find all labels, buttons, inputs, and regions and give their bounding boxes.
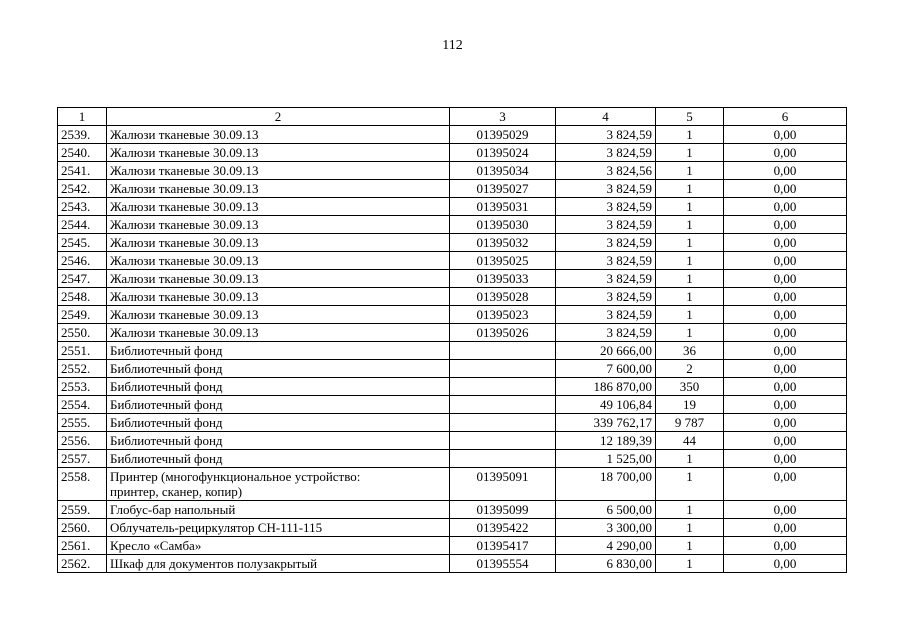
table-row <box>58 342 847 360</box>
item-name-cell: Жалюзи тканевые 30.09.13 <box>107 180 450 198</box>
amount-cell: 3 824,59 <box>556 252 656 270</box>
item-name-cell: Глобус-бар напольный <box>107 501 450 519</box>
quantity-cell: 1 <box>656 450 724 468</box>
inventory-code-cell: 01395554 <box>450 555 556 573</box>
item-name-cell: Жалюзи тканевые 30.09.13 <box>107 306 450 324</box>
quantity-cell: 1 <box>656 216 724 234</box>
row-number-cell: 2543. <box>58 198 107 216</box>
item-name-cell: Библиотечный фонд <box>107 414 450 432</box>
amount-cell: 6 830,00 <box>556 555 656 573</box>
residual-value-cell: 0,00 <box>724 270 847 288</box>
amount-cell: 3 824,59 <box>556 306 656 324</box>
row-number-cell: 2542. <box>58 180 107 198</box>
quantity-cell: 1 <box>656 537 724 555</box>
residual-value-cell: 0,00 <box>724 234 847 252</box>
header-cell: 2 <box>107 108 450 126</box>
amount-cell: 3 824,59 <box>556 198 656 216</box>
row-number-cell: 2556. <box>58 432 107 450</box>
residual-value-cell: 0,00 <box>724 360 847 378</box>
amount-cell: 3 824,59 <box>556 180 656 198</box>
header-cell: 3 <box>450 108 556 126</box>
item-name-cell: Принтер (многофункциональное устройство: принтер, сканер, копир) <box>107 468 450 501</box>
row-number-cell: 2544. <box>58 216 107 234</box>
table-row <box>58 468 847 501</box>
quantity-cell: 19 <box>656 396 724 414</box>
item-name-cell: Библиотечный фонд <box>107 360 450 378</box>
inventory-code-cell: 01395026 <box>450 324 556 342</box>
amount-cell: 3 824,59 <box>556 288 656 306</box>
amount-cell: 7 600,00 <box>556 360 656 378</box>
quantity-cell: 1 <box>656 234 724 252</box>
row-number-cell: 2561. <box>58 537 107 555</box>
amount-cell: 3 824,59 <box>556 144 656 162</box>
inventory-code-cell <box>450 360 556 378</box>
residual-value-cell: 0,00 <box>724 144 847 162</box>
table-row <box>58 324 847 342</box>
quantity-cell: 1 <box>656 252 724 270</box>
quantity-cell: 350 <box>656 378 724 396</box>
inventory-code-cell: 01395025 <box>450 252 556 270</box>
residual-value-cell: 0,00 <box>724 198 847 216</box>
row-number-cell: 2554. <box>58 396 107 414</box>
inventory-code-cell: 01395417 <box>450 537 556 555</box>
amount-cell: 6 500,00 <box>556 501 656 519</box>
row-number-cell: 2550. <box>58 324 107 342</box>
table-row <box>58 198 847 216</box>
row-number-cell: 2558. <box>58 468 107 501</box>
quantity-cell: 1 <box>656 198 724 216</box>
residual-value-cell: 0,00 <box>724 324 847 342</box>
quantity-cell: 1 <box>656 501 724 519</box>
amount-cell: 1 525,00 <box>556 450 656 468</box>
table-row <box>58 234 847 252</box>
header-cell: 1 <box>58 108 107 126</box>
item-name-cell: Жалюзи тканевые 30.09.13 <box>107 216 450 234</box>
quantity-cell: 1 <box>656 126 724 144</box>
table-row <box>58 432 847 450</box>
quantity-cell: 1 <box>656 324 724 342</box>
residual-value-cell: 0,00 <box>724 501 847 519</box>
amount-cell: 3 824,59 <box>556 270 656 288</box>
inventory-code-cell: 01395029 <box>450 126 556 144</box>
inventory-code-cell <box>450 414 556 432</box>
table-row <box>58 360 847 378</box>
table-row <box>58 537 847 555</box>
quantity-cell: 1 <box>656 306 724 324</box>
inventory-code-cell: 01395030 <box>450 216 556 234</box>
residual-value-cell: 0,00 <box>724 378 847 396</box>
quantity-cell: 1 <box>656 180 724 198</box>
item-name-cell: Библиотечный фонд <box>107 378 450 396</box>
item-name-cell: Библиотечный фонд <box>107 432 450 450</box>
amount-cell: 339 762,17 <box>556 414 656 432</box>
table-row <box>58 378 847 396</box>
quantity-cell: 1 <box>656 162 724 180</box>
item-name-cell: Жалюзи тканевые 30.09.13 <box>107 270 450 288</box>
row-number-cell: 2545. <box>58 234 107 252</box>
quantity-cell: 36 <box>656 342 724 360</box>
quantity-cell: 9 787 <box>656 414 724 432</box>
inventory-code-cell: 01395032 <box>450 234 556 252</box>
row-number-cell: 2540. <box>58 144 107 162</box>
residual-value-cell: 0,00 <box>724 450 847 468</box>
inventory-code-cell: 01395023 <box>450 306 556 324</box>
item-name-cell: Жалюзи тканевые 30.09.13 <box>107 126 450 144</box>
row-number-cell: 2547. <box>58 270 107 288</box>
item-name-cell: Жалюзи тканевые 30.09.13 <box>107 198 450 216</box>
residual-value-cell: 0,00 <box>724 180 847 198</box>
amount-cell: 4 290,00 <box>556 537 656 555</box>
item-name-cell: Шкаф для документов полузакрытый <box>107 555 450 573</box>
residual-value-cell: 0,00 <box>724 252 847 270</box>
inventory-code-cell: 01395028 <box>450 288 556 306</box>
row-number-cell: 2549. <box>58 306 107 324</box>
residual-value-cell: 0,00 <box>724 396 847 414</box>
quantity-cell: 1 <box>656 468 724 501</box>
item-name-cell: Жалюзи тканевые 30.09.13 <box>107 234 450 252</box>
page-number: 112 <box>442 38 463 53</box>
residual-value-cell: 0,00 <box>724 468 847 501</box>
inventory-code-cell <box>450 378 556 396</box>
residual-value-cell: 0,00 <box>724 306 847 324</box>
table-row <box>58 270 847 288</box>
table-row <box>58 501 847 519</box>
inventory-code-cell <box>450 450 556 468</box>
amount-cell: 20 666,00 <box>556 342 656 360</box>
residual-value-cell: 0,00 <box>724 432 847 450</box>
header-cell: 4 <box>556 108 656 126</box>
header-cell: 6 <box>724 108 847 126</box>
inventory-code-cell <box>450 432 556 450</box>
item-name-cell: Библиотечный фонд <box>107 450 450 468</box>
residual-value-cell: 0,00 <box>724 414 847 432</box>
item-name-cell: Жалюзи тканевые 30.09.13 <box>107 144 450 162</box>
amount-cell: 49 106,84 <box>556 396 656 414</box>
inventory-code-cell: 01395034 <box>450 162 556 180</box>
table-row <box>58 252 847 270</box>
row-number-cell: 2539. <box>58 126 107 144</box>
inventory-code-cell: 01395033 <box>450 270 556 288</box>
table-row <box>58 396 847 414</box>
table-row <box>58 162 847 180</box>
item-name-cell: Жалюзи тканевые 30.09.13 <box>107 324 450 342</box>
table-row <box>58 450 847 468</box>
inventory-code-cell: 01395027 <box>450 180 556 198</box>
quantity-cell: 44 <box>656 432 724 450</box>
table-row <box>58 414 847 432</box>
residual-value-cell: 0,00 <box>724 162 847 180</box>
amount-cell: 3 824,59 <box>556 234 656 252</box>
row-number-cell: 2562. <box>58 555 107 573</box>
inventory-code-cell <box>450 396 556 414</box>
amount-cell: 186 870,00 <box>556 378 656 396</box>
inventory-code-cell: 01395024 <box>450 144 556 162</box>
row-number-cell: 2553. <box>58 378 107 396</box>
item-name-cell: Жалюзи тканевые 30.09.13 <box>107 252 450 270</box>
header-cell: 5 <box>656 108 724 126</box>
row-number-cell: 2551. <box>58 342 107 360</box>
quantity-cell: 2 <box>656 360 724 378</box>
item-name-cell: Библиотечный фонд <box>107 396 450 414</box>
inventory-code-cell: 01395091 <box>450 468 556 501</box>
quantity-cell: 1 <box>656 288 724 306</box>
row-number-cell: 2548. <box>58 288 107 306</box>
residual-value-cell: 0,00 <box>724 126 847 144</box>
row-number-cell: 2546. <box>58 252 107 270</box>
quantity-cell: 1 <box>656 555 724 573</box>
table-row <box>58 144 847 162</box>
inventory-code-cell: 01395031 <box>450 198 556 216</box>
table-row <box>58 126 847 144</box>
row-number-cell: 2557. <box>58 450 107 468</box>
amount-cell: 3 300,00 <box>556 519 656 537</box>
inventory-table <box>57 107 847 573</box>
row-number-cell: 2541. <box>58 162 107 180</box>
amount-cell: 18 700,00 <box>556 468 656 501</box>
amount-cell: 3 824,59 <box>556 126 656 144</box>
item-name-cell: Библиотечный фонд <box>107 342 450 360</box>
item-name-cell: Кресло «Самба» <box>107 537 450 555</box>
table-body <box>58 126 847 573</box>
item-name-cell: Жалюзи тканевые 30.09.13 <box>107 288 450 306</box>
table-row <box>58 288 847 306</box>
header-row <box>58 108 847 126</box>
amount-cell: 3 824,59 <box>556 324 656 342</box>
table-row <box>58 180 847 198</box>
inventory-code-cell <box>450 342 556 360</box>
amount-cell: 3 824,56 <box>556 162 656 180</box>
item-name-cell: Облучатель-рециркулятор СН-111-115 <box>107 519 450 537</box>
table-row <box>58 555 847 573</box>
item-name-cell: Жалюзи тканевые 30.09.13 <box>107 162 450 180</box>
amount-cell: 3 824,59 <box>556 216 656 234</box>
residual-value-cell: 0,00 <box>724 537 847 555</box>
table-row <box>58 216 847 234</box>
amount-cell: 12 189,39 <box>556 432 656 450</box>
quantity-cell: 1 <box>656 519 724 537</box>
residual-value-cell: 0,00 <box>724 216 847 234</box>
quantity-cell: 1 <box>656 144 724 162</box>
residual-value-cell: 0,00 <box>724 288 847 306</box>
table-row <box>58 519 847 537</box>
residual-value-cell: 0,00 <box>724 342 847 360</box>
row-number-cell: 2552. <box>58 360 107 378</box>
row-number-cell: 2555. <box>58 414 107 432</box>
row-number-cell: 2559. <box>58 501 107 519</box>
residual-value-cell: 0,00 <box>724 555 847 573</box>
row-number-cell: 2560. <box>58 519 107 537</box>
inventory-code-cell: 01395422 <box>450 519 556 537</box>
residual-value-cell: 0,00 <box>724 519 847 537</box>
quantity-cell: 1 <box>656 270 724 288</box>
table-row <box>58 306 847 324</box>
inventory-code-cell: 01395099 <box>450 501 556 519</box>
